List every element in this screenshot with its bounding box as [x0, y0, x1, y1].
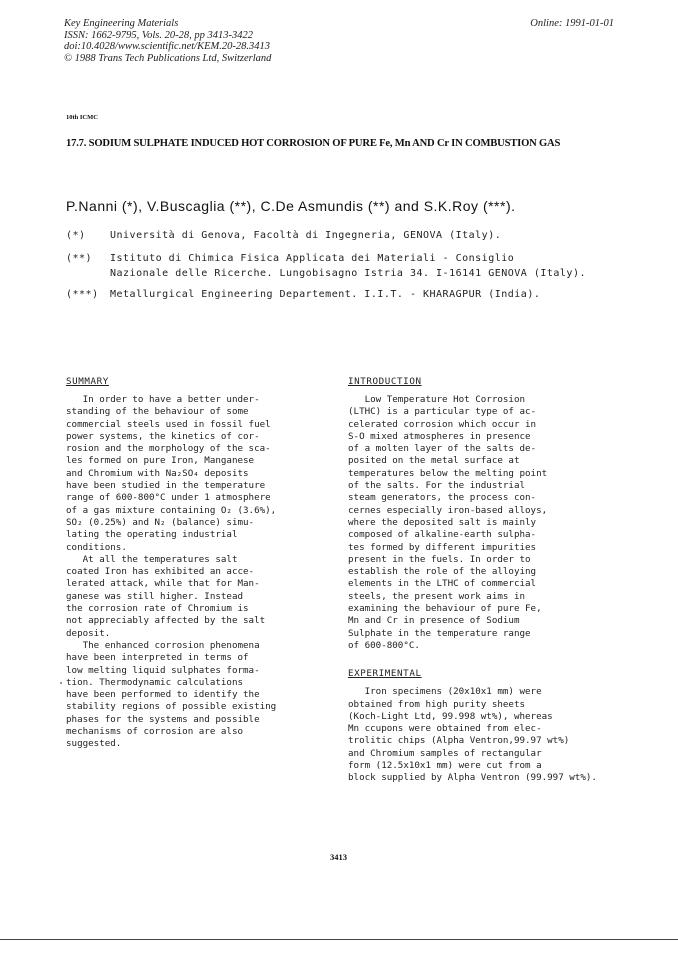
- affiliation-text: Università di Genova, Facoltà di Ingegneria, GENOVA (Italy).: [110, 230, 502, 241]
- text-line: mechanisms of corrosion are also: [66, 726, 244, 738]
- text-line: Sulphate in the temperature range: [348, 627, 531, 639]
- text-line: commercial steels used in fossil fuel: [66, 418, 271, 430]
- text-line: of 600-800°C.: [348, 639, 420, 651]
- text-line: of a gas mixture containing O₂ (3.6%),: [66, 504, 277, 516]
- text-line: have been studied in the temperature: [66, 480, 266, 492]
- page-number: 3413: [330, 852, 347, 862]
- text-line: In order to have a better under-: [66, 394, 260, 405]
- text-line: present in the fuels. In order to: [348, 553, 531, 565]
- text-line: where the deposited salt is mainly: [348, 516, 537, 528]
- text-line: steam generators, the process con-: [348, 492, 537, 504]
- text-line: lating the operating industrial: [66, 529, 238, 541]
- text-line: Iron specimens (20x10x1 mm) were: [348, 686, 542, 698]
- text-line: and Chromium with Na₂SO₄ deposits: [66, 467, 249, 479]
- text-line: cernes especially iron-based alloys,: [348, 504, 548, 516]
- text-line: range of 600-800°C under 1 atmosphere: [66, 492, 271, 504]
- affiliation-mark: (*): [66, 230, 86, 241]
- text-line: low melting liquid sulphates forma-: [66, 664, 260, 676]
- text-line: (Koch-Light Ltd, 99.998 wt%), whereas: [348, 710, 553, 722]
- text-line: suggested.: [66, 738, 122, 750]
- summary-body: [66, 394, 336, 751]
- text-line: temperatures below the melting point: [348, 467, 548, 479]
- text-line: composed of alkaline-earth sulpha-: [348, 529, 537, 541]
- bottom-rule: [0, 939, 678, 940]
- text-line: lerated attack, while that for Man-: [66, 578, 260, 590]
- summary-heading: SUMMARY: [66, 376, 109, 387]
- text-line: At all the temperatures salt: [66, 553, 238, 565]
- text-line: celerated corrosion which occur in: [348, 418, 537, 430]
- paper-title: 17.7. SODIUM SULPHATE INDUCED HOT CORROSION OF PURE Fe, Mn AND Cr IN COMBUSTION GAS: [66, 138, 561, 149]
- text-line: tes formed by different impurities: [348, 541, 537, 553]
- affiliation-2: [66, 251, 586, 281]
- doi-line: doi:10.4028/www.scientific.net/KEM.20-28.3413: [64, 41, 270, 52]
- issn-line: ISSN: 1662-9795, Vols. 20-28, pp 3413-3422: [64, 29, 253, 41]
- affiliation-3: [66, 287, 540, 302]
- introduction-heading: INTRODUCTION: [348, 376, 422, 387]
- journal-name: Key Engineering Materials: [64, 18, 179, 29]
- online-date: Online: 1991-01-01: [530, 18, 614, 29]
- affiliation-mark: (**): [66, 253, 93, 264]
- text-line: the corrosion rate of Chromium is: [66, 603, 249, 615]
- text-line: of the salts. For the industrial: [348, 480, 526, 492]
- text-line: deposit.: [66, 627, 111, 639]
- text-line: Mn ccupons were obtained from elec-: [348, 723, 542, 735]
- text-line: trolitic chips (Alpha Ventron,99.97 wt%): [348, 735, 570, 747]
- right-column: [348, 376, 618, 785]
- text-line: obtained from high purity sheets: [348, 698, 526, 710]
- summary-column: [66, 376, 336, 751]
- affiliation-1: [66, 228, 501, 243]
- text-line: posited on the metal surface at: [348, 455, 520, 467]
- scan-speck: [60, 682, 62, 684]
- affiliation-mark: (***): [66, 289, 99, 300]
- text-line: (LTHC) is a particular type of ac-: [348, 406, 537, 418]
- text-line: S-O mixed atmospheres in presence: [348, 430, 531, 442]
- text-line: stability regions of possible existing: [66, 701, 277, 713]
- text-line: rosion and the morphology of the sca-: [66, 443, 271, 455]
- text-line: have been interpreted in terms of: [66, 652, 249, 664]
- copyright-line: © 1988 Trans Tech Publications Ltd, Switzerland: [64, 52, 272, 64]
- text-line: steels, the present work aims in: [348, 590, 526, 602]
- text-line: The enhanced corrosion phenomena: [66, 639, 260, 651]
- journal-meta: [64, 18, 271, 64]
- text-line: coated Iron has exhibited an acce-: [66, 566, 255, 578]
- conference-label: 10th ICMC: [66, 114, 98, 121]
- text-line: of a molten layer of the salts de-: [348, 443, 537, 455]
- affiliation-text: Istituto di Chimica Fisica Applicata dei Materiali - Consiglio: [110, 253, 515, 264]
- text-line: not appreciably affected by the salt: [66, 615, 266, 627]
- text-line: tion. Thermodynamic calculations: [66, 676, 244, 688]
- experimental-heading: EXPERIMENTAL: [348, 668, 422, 680]
- text-line: establish the role of the alloying: [348, 566, 537, 578]
- text-line: elements in the LTHC of commercial: [348, 578, 537, 590]
- text-line: conditions.: [66, 541, 127, 553]
- text-line: les formed on pure Iron, Manganese: [66, 455, 255, 467]
- affiliation-text: Nazionale delle Ricerche. Lungobisagno Istria 34. I-16141 GENOVA (Italy).: [110, 268, 586, 279]
- text-line: block supplied by Alpha Ventron (99.997 wt%).: [348, 772, 597, 784]
- text-line: SO₂ (0.25%) and N₂ (balance) simu-: [66, 516, 255, 528]
- text-line: standing of the behaviour of some: [66, 406, 249, 418]
- text-line: Low Temperature Hot Corrosion: [348, 394, 526, 405]
- text-line: Mn and Cr in presence of Sodium: [348, 615, 520, 627]
- experimental-body: [348, 686, 618, 784]
- text-line: examining the behaviour of pure Fe,: [348, 603, 542, 615]
- text-line: and Chromium samples of rectangular: [348, 747, 542, 759]
- introduction-body: [348, 394, 618, 652]
- author-list: P.Nanni (*), V.Buscaglia (**), C.De Asmundis (**) and S.K.Roy (***).: [66, 198, 516, 214]
- text-line: power systems, the kinetics of cor-: [66, 430, 260, 442]
- text-line: phases for the systems and possible: [66, 713, 260, 725]
- affiliation-text: Metallurgical Engineering Departement. I.I.T. - KHARAGPUR (India).: [110, 289, 541, 300]
- text-line: ganese was still higher. Instead: [66, 590, 244, 602]
- text-line: form (12.5x10x1 mm) were cut from a: [348, 760, 542, 772]
- text-line: have been performed to identify the: [66, 689, 260, 701]
